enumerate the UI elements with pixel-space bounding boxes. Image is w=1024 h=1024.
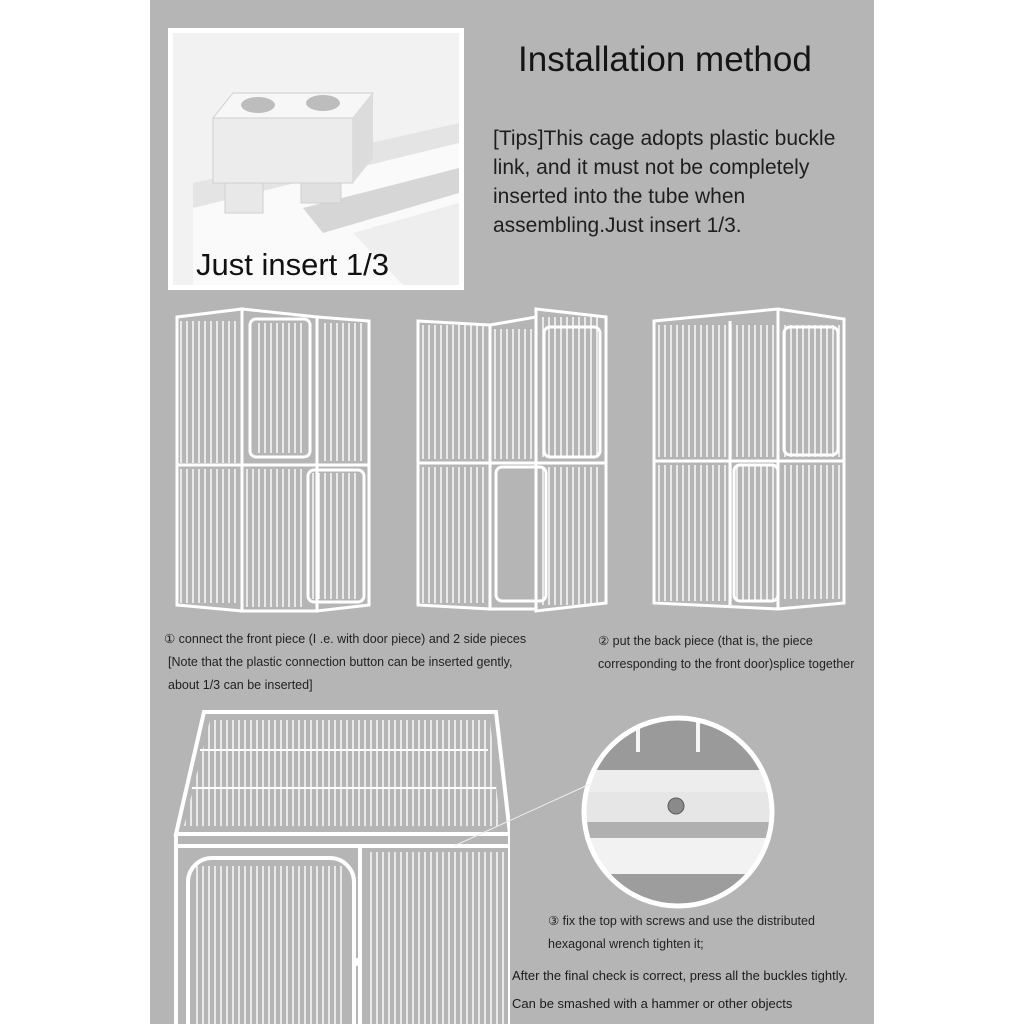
tips-text: [Tips]This cage adopts plastic buckle link, and it must not be completely inserted into the tube when assembling.Just insert 1/3.	[493, 127, 836, 237]
detail-pointer-line	[450, 780, 600, 850]
cage-step3-image	[650, 305, 850, 615]
step1-line3: about 1/3 can be inserted]	[168, 678, 313, 692]
final-line2: Can be smashed with a hammer or other objects	[512, 996, 793, 1011]
step2-line1: ② put the back piece (that is, the piece	[598, 634, 813, 648]
step2-text	[598, 630, 868, 676]
step1-line1: ① connect the front piece (I .e. with door piece) and 2 side pieces	[164, 632, 527, 646]
instruction-sheet	[150, 0, 874, 1024]
step2-line2: corresponding to the front door)splice together	[598, 657, 855, 671]
step1-text	[164, 628, 584, 697]
inset-label: Just insert 1/3	[196, 247, 389, 282]
final-text	[512, 962, 872, 1018]
step1-line2: [Note that the plastic connection button can be inserted gently,	[168, 655, 513, 669]
step3-line2: hexagonal wrench tighten it;	[548, 937, 704, 951]
page-title: Installation method	[518, 40, 812, 79]
cage-step2-image	[414, 305, 614, 617]
screw-detail-circle	[578, 712, 778, 917]
cage-top-image	[170, 706, 510, 1024]
step3-text	[548, 910, 868, 956]
cage-step1-image	[172, 305, 372, 617]
final-line1: After the final check is correct, press all the buckles tightly.	[512, 968, 848, 983]
step3-line1: ③ fix the top with screws and use the distributed	[548, 914, 815, 928]
